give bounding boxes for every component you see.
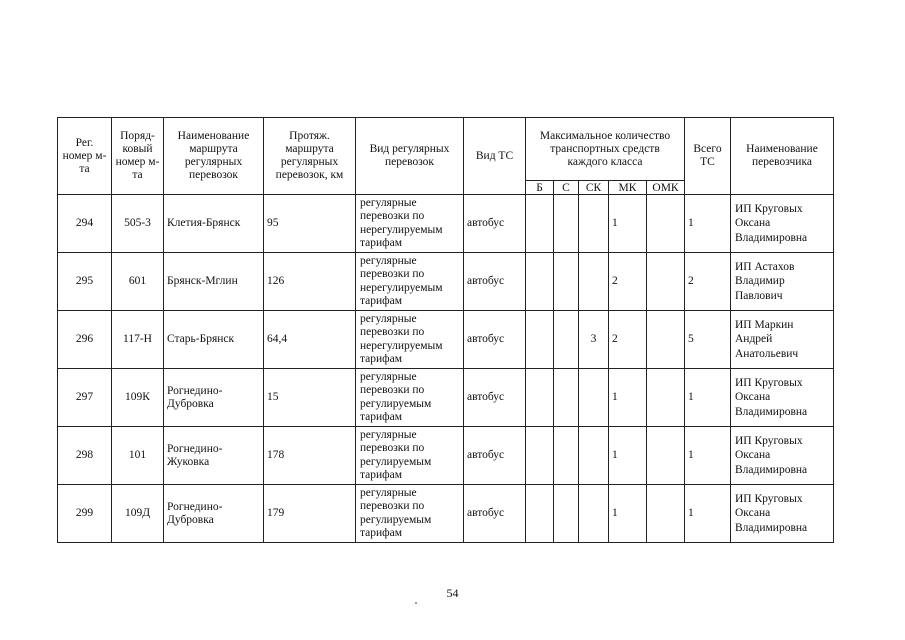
cell-class-sk (579, 427, 609, 485)
cell-order: 109К (112, 369, 164, 427)
table-row (58, 195, 834, 253)
header-class-b: Б (526, 181, 554, 195)
cell-class-s (554, 195, 579, 253)
cell-class-mk: 1 (609, 369, 647, 427)
cell-class-sk: 3 (579, 311, 609, 369)
table-row (58, 253, 834, 311)
cell-class-sk (579, 369, 609, 427)
header-route-name: Наименование маршрута регулярных перевозок (164, 118, 264, 195)
cell-reg: 297 (58, 369, 112, 427)
cell-order: 101 (112, 427, 164, 485)
header-order-num: Поряд-ковый номер м-та (112, 118, 164, 195)
cell-total: 2 (685, 253, 731, 311)
cell-route-name: Рогнедино-Дубровка (164, 369, 264, 427)
cell-order: 117-Н (112, 311, 164, 369)
cell-order: 601 (112, 253, 164, 311)
header-vehicle-type: Вид ТС (464, 118, 526, 195)
header-transport-kind: Вид регулярных перевозок (356, 118, 464, 195)
cell-length: 179 (264, 485, 356, 543)
cell-class-omk (647, 427, 685, 485)
cell-class-s (554, 427, 579, 485)
cell-class-omk (647, 195, 685, 253)
cell-total: 1 (685, 485, 731, 543)
cell-class-b (526, 485, 554, 543)
cell-class-b (526, 311, 554, 369)
header-length: Протяж. маршрута регулярных перевозок, км (264, 118, 356, 195)
cell-carrier: ИП Круговых Оксана Владимировна (731, 369, 834, 427)
cell-total: 5 (685, 311, 731, 369)
cell-carrier: ИП Маркин Андрей Анатольевич (731, 311, 834, 369)
header-max-vehicles: Максимальное количество транспортных средств каждого класса (526, 118, 685, 181)
cell-class-b (526, 369, 554, 427)
cell-class-omk (647, 311, 685, 369)
cell-class-s (554, 253, 579, 311)
header-class-sk: СК (579, 181, 609, 195)
cell-class-s (554, 311, 579, 369)
table-row (58, 427, 834, 485)
cell-class-b (526, 427, 554, 485)
cell-route-name: Рогнедино-Жуковка (164, 427, 264, 485)
cell-reg: 298 (58, 427, 112, 485)
cell-class-sk (579, 195, 609, 253)
cell-length: 95 (264, 195, 356, 253)
cell-reg: 294 (58, 195, 112, 253)
cell-class-mk: 2 (609, 311, 647, 369)
cell-order: 109Д (112, 485, 164, 543)
cell-total: 1 (685, 427, 731, 485)
cell-class-b (526, 253, 554, 311)
cell-transport-kind: регулярные перевозки по регулируемым тарифам (356, 369, 464, 427)
cell-length: 64,4 (264, 311, 356, 369)
cell-class-b (526, 195, 554, 253)
cell-class-s (554, 485, 579, 543)
cell-reg: 299 (58, 485, 112, 543)
cell-length: 15 (264, 369, 356, 427)
header-class-s: С (554, 181, 579, 195)
cell-order: 505-3 (112, 195, 164, 253)
cell-class-omk (647, 253, 685, 311)
cell-route-name: Брянск-Мглин (164, 253, 264, 311)
cell-route-name: Старь-Брянск (164, 311, 264, 369)
cell-total: 1 (685, 195, 731, 253)
cell-class-mk: 1 (609, 427, 647, 485)
page-number: 54 (446, 586, 459, 600)
cell-class-mk: 1 (609, 485, 647, 543)
cell-carrier: ИП Круговых Оксана Владимировна (731, 195, 834, 253)
cell-class-sk (579, 253, 609, 311)
header-reg-num: Рег. номер м-та (58, 118, 112, 195)
header-carrier: Наименование перевозчика (731, 118, 834, 195)
cell-class-sk (579, 485, 609, 543)
cell-class-mk: 1 (609, 195, 647, 253)
cell-class-omk (647, 485, 685, 543)
cell-class-omk (647, 369, 685, 427)
header-class-mk: МК (609, 181, 647, 195)
cell-total: 1 (685, 369, 731, 427)
cell-carrier: ИП Круговых Оксана Владимировна (731, 427, 834, 485)
cell-vehicle: автобус (464, 369, 526, 427)
table-row (58, 369, 834, 427)
table-row (58, 311, 834, 369)
cell-class-mk: 2 (609, 253, 647, 311)
cell-route-name: Рогнедино-Дубровка (164, 485, 264, 543)
cell-vehicle: автобус (464, 485, 526, 543)
table-row (58, 485, 834, 543)
cell-class-s (554, 369, 579, 427)
cell-vehicle: автобус (464, 195, 526, 253)
table-body (58, 195, 834, 543)
cell-length: 178 (264, 427, 356, 485)
cell-length: 126 (264, 253, 356, 311)
table-header (58, 118, 834, 195)
cell-transport-kind: регулярные перевозки по нерегулируемым тарифам (356, 253, 464, 311)
cell-carrier: ИП Астахов Владимир Павлович (731, 253, 834, 311)
cell-transport-kind: регулярные перевозки по регулируемым тарифам (356, 485, 464, 543)
cell-route-name: Клетия-Брянск (164, 195, 264, 253)
cell-transport-kind: регулярные перевозки по нерегулируемым тарифам (356, 195, 464, 253)
cell-reg: 295 (58, 253, 112, 311)
cell-reg: 296 (58, 311, 112, 369)
cell-vehicle: автобус (464, 427, 526, 485)
header-total: Всего ТС (685, 118, 731, 195)
routes-table (57, 117, 834, 543)
cell-transport-kind: регулярные перевозки по нерегулируемым тарифам (356, 311, 464, 369)
scan-speck (415, 602, 417, 604)
cell-vehicle: автобус (464, 253, 526, 311)
header-class-omk: ОМК (647, 181, 685, 195)
cell-vehicle: автобус (464, 311, 526, 369)
cell-transport-kind: регулярные перевозки по регулируемым тарифам (356, 427, 464, 485)
cell-carrier: ИП Круговых Оксана Владимировна (731, 485, 834, 543)
